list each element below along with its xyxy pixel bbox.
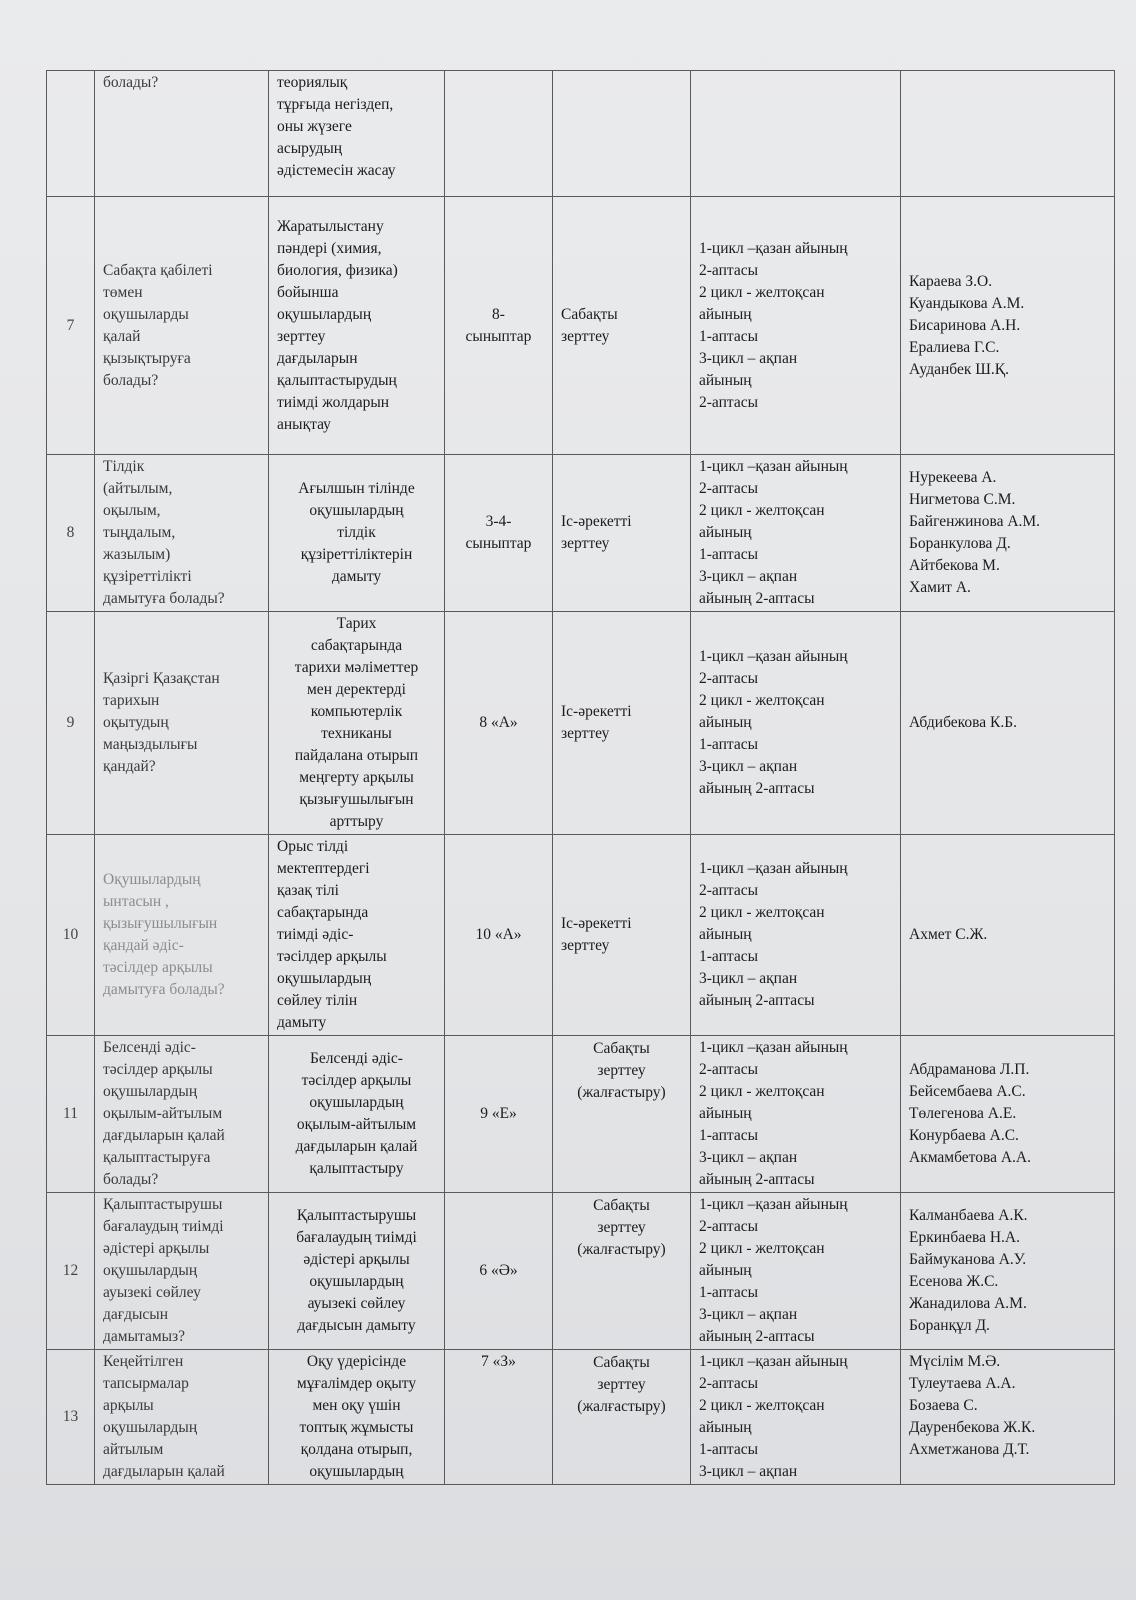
class-cell (445, 71, 553, 197)
participants-line: Тулеутаева А.А. (909, 1375, 1016, 1392)
schedule-cell (691, 71, 901, 197)
table-row (47, 612, 1115, 835)
schedule-line: айының 2-аптасы (699, 780, 815, 797)
topic-line: дамыту (277, 1014, 327, 1031)
schedule-line: 1-аптасы (699, 327, 759, 345)
class-line: сыныптар (465, 327, 532, 345)
topic-line: дамыту (331, 568, 382, 585)
row-number: 8 (66, 524, 75, 541)
question-line: Қалыптастырушы (103, 1196, 223, 1213)
schedule-line: 2 цикл - желтоқсан (699, 1397, 825, 1414)
schedule-line: айының (699, 714, 752, 731)
schedule-line: 1-цикл –қазан айының (699, 1039, 848, 1056)
topic-line: тарихи мәліметтер (294, 659, 419, 676)
research-type-cell (553, 1350, 691, 1485)
participants-line: Абдибекова К.Б. (909, 714, 1018, 731)
participants-line: Боранкулова Д. (909, 535, 1011, 552)
topic-cell (269, 1036, 445, 1193)
class-line: 10 «А» (475, 926, 522, 943)
class-line: 9 «Е» (480, 1105, 517, 1122)
question-line: қалыптастыруға (103, 1149, 211, 1166)
row-number: 13 (62, 1408, 79, 1425)
participants-cell (901, 1193, 1115, 1350)
topic-line: қолдана отырып, (300, 1441, 413, 1458)
schedule-line: айының (699, 1262, 752, 1279)
schedule-line: айының 2-аптасы (699, 590, 815, 607)
participants-line: Абдраманова Л.П. (909, 1061, 1030, 1078)
table-body (47, 71, 1115, 1485)
class-cell (445, 612, 553, 835)
type-line: (жалғастыру) (577, 1084, 666, 1101)
row-number-cell (47, 1193, 95, 1350)
research-type-cell (553, 455, 691, 612)
schedule-line: 2 цикл - желтоқсан (699, 1083, 825, 1100)
question-line: оқушылардың (103, 1262, 198, 1279)
schedule-line: 2-аптасы (699, 1218, 759, 1235)
type-line: Сабақты (561, 305, 618, 323)
participants-line: Нурекеева А. (909, 469, 997, 486)
question-line: дағдыларын қалай (103, 1127, 225, 1144)
schedule-line: айының 2-аптасы (699, 1328, 815, 1345)
topic-cell (269, 1193, 445, 1350)
topic-line: әдістері арқылы (303, 1251, 410, 1268)
schedule-line: айының (699, 926, 752, 943)
table-row (47, 1193, 1115, 1350)
topic-line: оны жүзеге (277, 118, 352, 135)
question-cell (95, 71, 269, 197)
research-plan-table (46, 70, 1115, 1485)
participants-line: Караева З.О. (909, 272, 993, 290)
question-line: дағдысын (103, 1306, 169, 1323)
participants-line: Мүсілім М.Ә. (909, 1353, 1001, 1370)
participants-line: Бисаринова А.Н. (909, 316, 1021, 334)
topic-line: қызығушылығын (299, 791, 414, 808)
participants-line: Конурбаева А.С. (909, 1127, 1019, 1144)
schedule-line: 1-аптасы (699, 1441, 759, 1458)
schedule-cell (691, 197, 901, 455)
question-line: Кеңейтілген (103, 1353, 184, 1370)
schedule-line: 1-цикл –қазан айының (699, 1353, 848, 1370)
schedule-line: айының 2-аптасы (699, 1171, 815, 1188)
topic-line: пайдалана отырып (294, 747, 419, 764)
research-type-cell (553, 1036, 691, 1193)
topic-line: дағдысын дамыту (297, 1317, 416, 1334)
table-row (47, 1350, 1115, 1485)
schedule-line: 3-цикл – ақпан (699, 970, 798, 987)
schedule-line: 2 цикл - желтоқсан (699, 502, 825, 519)
participants-line: Акмамбетова А.А. (909, 1149, 1032, 1166)
class-line: 7 «З» (481, 1353, 516, 1370)
class-cell (445, 1036, 553, 1193)
topic-line: дағдыларын қалай (295, 1138, 418, 1155)
participants-line: Баймуканова А.У. (909, 1251, 1027, 1268)
topic-line: зерттеу (277, 327, 326, 345)
schedule-line: 2-аптасы (699, 1375, 759, 1392)
schedule-cell (691, 835, 901, 1036)
schedule-line: 1-аптасы (699, 736, 759, 753)
class-line: 8- (492, 305, 505, 323)
question-line: бағалаудың тиімді (103, 1218, 224, 1235)
schedule-line: 2-аптасы (699, 1061, 759, 1078)
question-line: арқылы (103, 1397, 154, 1414)
schedule-cell (691, 455, 901, 612)
schedule-cell (691, 1193, 901, 1350)
question-line: оқылым, (103, 502, 161, 519)
question-line: тарихын (103, 692, 160, 709)
question-line: Белсенді әдіс- (103, 1039, 196, 1056)
question-line: Оқушылардың (103, 871, 201, 888)
question-cell (95, 1193, 269, 1350)
topic-line: Оқу үдерісінде (306, 1353, 407, 1370)
schedule-line: 3-цикл – ақпан (699, 758, 798, 775)
topic-cell (269, 1350, 445, 1485)
topic-line: биология, физика) (277, 261, 398, 279)
question-line: тәсілдер арқылы (103, 1061, 213, 1078)
question-line: болады? (103, 371, 159, 389)
research-type-cell (553, 835, 691, 1036)
question-line: оқушылардың (103, 1419, 198, 1436)
schedule-line: 2-аптасы (699, 670, 759, 687)
topic-cell (269, 835, 445, 1036)
research-type-cell (553, 197, 691, 455)
topic-line: оқушылардың (277, 305, 372, 323)
topic-line: бойынша (277, 283, 339, 301)
topic-line: Белсенді әдіс- (310, 1050, 403, 1067)
table-row (47, 71, 1115, 197)
schedule-line: 1-цикл –қазан айының (699, 648, 848, 665)
topic-line: асырудың (277, 140, 343, 157)
participants-line: Бейсембаева А.С. (909, 1083, 1026, 1100)
research-type-cell (553, 612, 691, 835)
table-row (47, 455, 1115, 612)
topic-line: тәсілдер арқылы (277, 948, 387, 965)
participants-line: Жанадилова А.М. (909, 1295, 1027, 1312)
topic-line: сөйлеу тілін (277, 992, 358, 1009)
topic-line: Жаратылыстану (277, 217, 384, 235)
question-line: болады? (103, 74, 159, 91)
question-line: тәсілдер арқылы (103, 959, 213, 976)
topic-line: оқушылардың (309, 1463, 404, 1480)
class-cell (445, 1350, 553, 1485)
participants-line: Eралиева Г.С. (909, 338, 1000, 356)
question-line: дамытуға болады? (103, 981, 225, 998)
research-type-cell (553, 1193, 691, 1350)
participants-cell (901, 197, 1115, 455)
schedule-line: 3-цикл – ақпан (699, 349, 798, 367)
schedule-line: 2-аптасы (699, 882, 759, 899)
schedule-line: 1-аптасы (699, 1127, 759, 1144)
participants-cell (901, 455, 1115, 612)
schedule-line: 2 цикл - желтоқсан (699, 904, 825, 921)
question-line: дамытуға болады? (103, 590, 225, 607)
schedule-cell (691, 1036, 901, 1193)
topic-line: Ағылшын тілінде (298, 480, 415, 497)
participants-cell (901, 71, 1115, 197)
question-line: дамытамыз? (103, 1328, 186, 1345)
schedule-line: 3-цикл – ақпан (699, 1149, 798, 1166)
schedule-line: 1-аптасы (699, 1284, 759, 1301)
schedule-line: 3-цикл – ақпан (699, 568, 798, 585)
schedule-line: 2-аптасы (699, 393, 759, 411)
topic-line: тұрғыда негіздеп, (277, 96, 394, 113)
topic-line: қазақ тілі (277, 882, 339, 899)
type-line: Іс-әрекетті (561, 703, 632, 720)
type-line: зерттеу (597, 1062, 646, 1079)
topic-line: оқушылардың (277, 970, 372, 987)
topic-line: ауызекі сөйлеу (307, 1295, 406, 1312)
topic-line: Қалыптастырушы (296, 1207, 417, 1224)
table-row (47, 197, 1115, 455)
type-line: зерттеу (561, 937, 610, 954)
topic-line: пәндері (химия, (277, 239, 382, 257)
class-cell (445, 1193, 553, 1350)
type-line: Сабақты (593, 1040, 650, 1057)
schedule-line: айының (699, 1105, 752, 1122)
question-line: Сабақта қабілеті (103, 261, 213, 279)
topic-line: Тарих (336, 615, 377, 632)
participants-line: Байгенжинова А.М. (909, 513, 1041, 530)
question-line: Қазіргі Қазақстан (103, 670, 220, 687)
type-line: (жалғастыру) (577, 1241, 666, 1258)
topic-line: оқушылардың (309, 1273, 404, 1290)
question-line: тыңдалым, (103, 524, 176, 541)
question-line: оқылым-айтылым (103, 1105, 223, 1122)
schedule-line: айының 2-аптасы (699, 992, 815, 1009)
table-row (47, 835, 1115, 1036)
schedule-line: 1-цикл –қазан айының (699, 1196, 848, 1213)
type-line: зерттеу (597, 1376, 646, 1393)
table-row (47, 1036, 1115, 1193)
question-line: қызығушылығын (103, 915, 218, 932)
row-number-cell (47, 1350, 95, 1485)
class-cell (445, 455, 553, 612)
schedule-line: айының (699, 305, 752, 323)
participants-line: Дауренбекова Ж.К. (909, 1419, 1036, 1436)
type-line: (жалғастыру) (577, 1398, 666, 1415)
type-line: Сабақты (593, 1354, 650, 1371)
schedule-line: айының (699, 524, 752, 541)
question-line: оқытудың (103, 714, 169, 731)
topic-line: оқылым-айтылым (296, 1116, 417, 1133)
schedule-line: 1-цикл –қазан айының (699, 860, 848, 877)
topic-line: теориялық (277, 74, 348, 91)
row-number-cell (47, 197, 95, 455)
row-number: 11 (63, 1105, 78, 1122)
type-line: зерттеу (561, 327, 610, 345)
participants-line: Төлегенова А.Е. (909, 1105, 1017, 1122)
class-line: 6 «Ә» (479, 1262, 518, 1279)
class-line: 3-4- (485, 513, 512, 530)
schedule-line: 3-цикл – ақпан (699, 1306, 798, 1323)
participants-line: Еркинбаева Н.А. (909, 1229, 1020, 1246)
row-number-cell (47, 455, 95, 612)
class-line: сыныптар (465, 535, 532, 552)
topic-line: топтық жұмысты (299, 1419, 414, 1436)
row-number: 7 (66, 316, 75, 334)
type-line: зерттеу (561, 725, 610, 742)
schedule-cell (691, 612, 901, 835)
type-line: Іс-әрекетті (561, 915, 632, 932)
participants-line: Есенова Ж.С. (909, 1273, 999, 1290)
question-line: ынтасын , (103, 893, 169, 910)
participants-cell (901, 835, 1115, 1036)
topic-line: сабақтарында (277, 904, 369, 921)
schedule-line: 2-аптасы (699, 261, 759, 279)
participants-line: Куандыкова А.М. (909, 294, 1025, 312)
row-number-cell (47, 612, 95, 835)
topic-line: мұғалімдер оқыту (296, 1375, 417, 1392)
topic-line: сабақтарында (310, 637, 403, 654)
row-number: 10 (62, 926, 79, 943)
topic-line: мектептердегі (277, 860, 370, 877)
topic-line: әдістемесін жасау (277, 162, 396, 179)
topic-line: техниканы (321, 725, 392, 742)
question-line: оқушылардың (103, 1083, 198, 1100)
topic-line: қалыптастырудың (277, 371, 397, 389)
topic-line: қалыптастыру (309, 1160, 404, 1177)
question-line: дағдыларын қалай (103, 1463, 225, 1480)
schedule-line: 3-цикл – ақпан (699, 1463, 798, 1480)
question-cell (95, 197, 269, 455)
class-cell (445, 835, 553, 1036)
topic-cell (269, 455, 445, 612)
topic-line: Орыс тілді (277, 838, 349, 855)
question-cell (95, 1350, 269, 1485)
participants-cell (901, 1350, 1115, 1485)
topic-line: мен оқу үшін (312, 1397, 401, 1414)
topic-line: оқушылардың (309, 1094, 404, 1111)
row-number-cell (47, 71, 95, 197)
topic-line: оқушылардың (309, 502, 404, 519)
topic-line: тілдік (337, 524, 376, 541)
type-line: зерттеу (561, 535, 610, 552)
question-line: төмен (103, 283, 143, 301)
topic-line: компьютерлік (310, 703, 403, 720)
class-line: 8 «А» (479, 714, 518, 731)
schedule-line: 2 цикл - желтоқсан (699, 283, 825, 301)
participants-line: Ахмет С.Ж. (909, 926, 988, 943)
schedule-cell (691, 1350, 901, 1485)
class-cell (445, 197, 553, 455)
participants-line: Айтбекова М. (909, 557, 1000, 574)
participants-line: Калманбаева А.К. (909, 1207, 1028, 1224)
question-line: ауызекі сөйлеу (103, 1284, 201, 1301)
question-line: жазылым) (103, 546, 171, 563)
question-line: болады? (103, 1171, 159, 1188)
question-cell (95, 612, 269, 835)
topic-line: анықтау (277, 415, 331, 433)
topic-line: дағдыларын (277, 349, 358, 367)
participants-line: Ахметжанова Д.Т. (909, 1441, 1030, 1458)
topic-line: меңгерту арқылы (299, 769, 414, 786)
row-number-cell (47, 835, 95, 1036)
schedule-line: 1-цикл –қазан айының (699, 458, 848, 475)
question-line: қызықтыруға (103, 349, 191, 367)
question-cell (95, 1036, 269, 1193)
participants-cell (901, 1036, 1115, 1193)
topic-line: тәсілдер арқылы (301, 1072, 412, 1089)
row-number: 9 (66, 714, 75, 731)
question-cell (95, 835, 269, 1036)
topic-line: тиімді әдіс- (277, 926, 354, 943)
type-line: зерттеу (597, 1219, 646, 1236)
schedule-line: айының (699, 371, 752, 389)
schedule-line: 1-цикл –қазан айының (699, 239, 848, 257)
participants-line: Ауданбек Ш.Қ. (909, 360, 1009, 378)
schedule-line: 2 цикл - желтоқсан (699, 1240, 825, 1257)
question-line: әдістері арқылы (103, 1240, 210, 1257)
question-line: қандай? (103, 758, 156, 775)
question-line: маңыздылығы (103, 736, 198, 753)
participants-line: Хамит А. (909, 579, 971, 596)
research-type-cell (553, 71, 691, 197)
type-line: Сабақты (593, 1197, 650, 1214)
question-line: айтылым (103, 1441, 164, 1458)
schedule-line: айының (699, 1419, 752, 1436)
question-line: қалай (103, 327, 141, 345)
question-line: (айтылым, (103, 480, 173, 497)
question-line: қандай әдіс- (103, 937, 184, 954)
type-line: Іс-әрекетті (561, 513, 632, 530)
question-line: оқушыларды (103, 305, 189, 323)
topic-cell (269, 71, 445, 197)
question-line: тапсырмалар (103, 1375, 189, 1392)
participants-line: Бозаева С. (909, 1397, 978, 1414)
topic-line: мен деректерді (307, 681, 406, 698)
topic-line: арттыру (329, 813, 384, 830)
topic-cell (269, 197, 445, 455)
participants-cell (901, 612, 1115, 835)
topic-line: құзіреттіліктерін (300, 546, 413, 563)
row-number: 12 (62, 1262, 79, 1279)
topic-line: тиімді жолдарын (277, 393, 390, 411)
schedule-line: 2 цикл - желтоқсан (699, 692, 825, 709)
question-line: Тілдік (103, 458, 145, 475)
schedule-line: 1-аптасы (699, 948, 759, 965)
participants-line: Боранқұл Д. (909, 1317, 990, 1334)
row-number-cell (47, 1036, 95, 1193)
participants-line: Нигметова С.М. (909, 491, 1016, 508)
schedule-line: 2-аптасы (699, 480, 759, 497)
topic-cell (269, 612, 445, 835)
topic-line: бағалаудың тиімді (296, 1229, 417, 1246)
question-line: құзіреттілікті (103, 568, 192, 585)
question-cell (95, 455, 269, 612)
schedule-line: 1-аптасы (699, 546, 759, 563)
